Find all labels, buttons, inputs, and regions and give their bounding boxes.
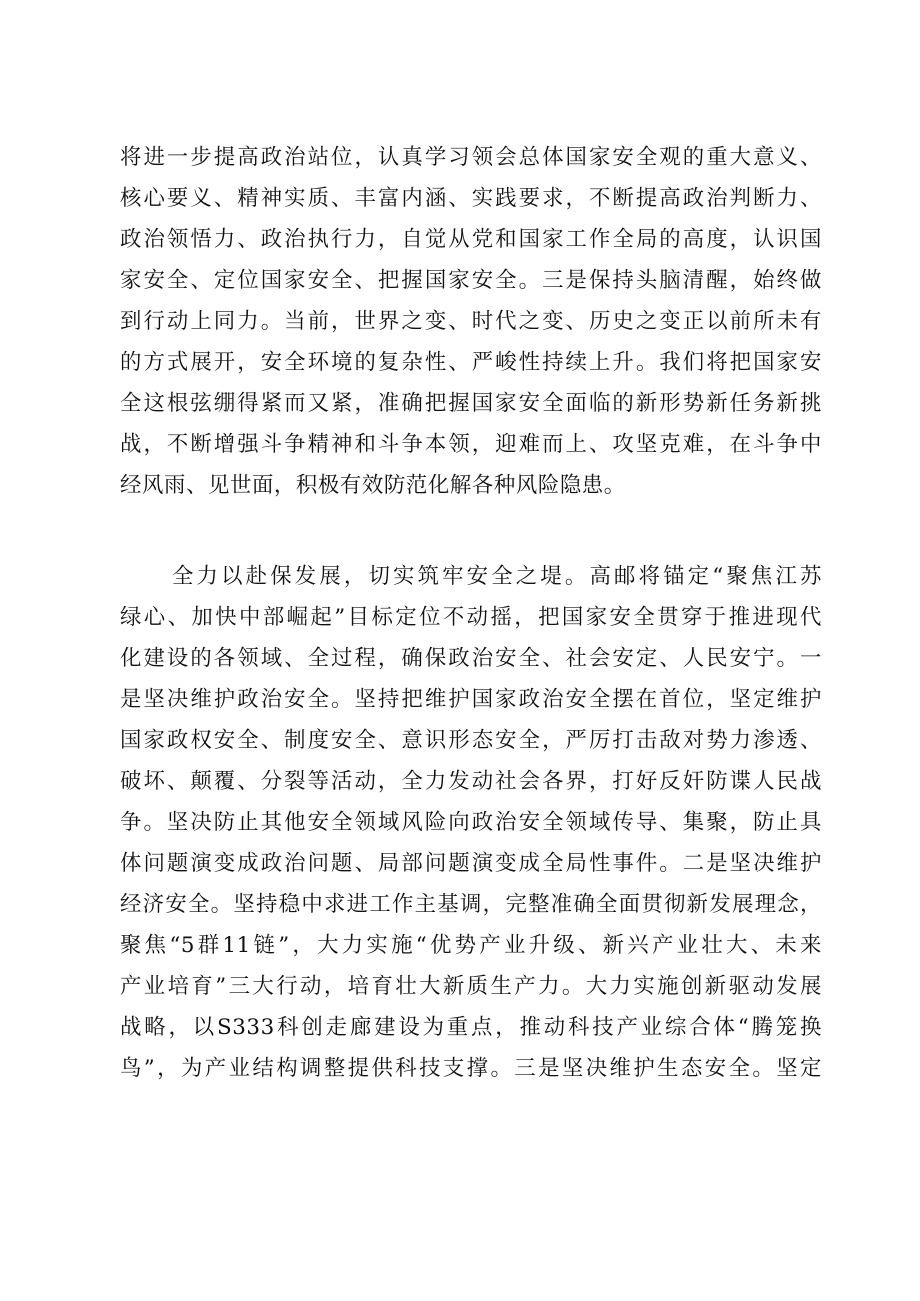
text-line: 全这根弦绷得紧而又紧，准确把握国家安全面临的新形势新任务新挑 [120,391,822,416]
paragraph-1 [120,137,822,506]
text-line: 国家政权安全、制度安全、意识形态安全，严厉打击敌对势力渗透、 [120,728,822,753]
paragraph-2 [120,556,822,1089]
text-line: 是坚决维护政治安全。坚持把维护国家政治安全摆在首位，坚定维护 [120,687,822,712]
text-line: 经风雨、见世面，积极有效防范化解各种风险隐患。 [120,473,626,498]
text-line: 核心要义、精神实质、丰富内涵、实践要求，不断提高政治判断力、 [120,186,822,211]
text-line: 产业培育”三大行动，培育壮大新质生产力。大力实施创新驱动发展 [120,974,822,999]
text-line: 鸟”，为产业结构调整提供科技支撑。三是坚决维护生态安全。坚定 [120,1056,822,1081]
text-line: 到行动上同力。当前，世界之变、时代之变、历史之变正以前所未有 [120,309,822,334]
text-line: 的方式展开，安全环境的复杂性、严峻性持续上升。我们将把国家安 [120,350,822,375]
text-line: 战，不断增强斗争精神和斗争本领，迎难而上、攻坚克难，在斗争中 [120,432,822,457]
text-line: 争。坚决防止其他安全领域风险向政治安全领域传导、集聚，防止具 [120,810,822,835]
text-line: 绿心、加快中部崛起”目标定位不动摇，把国家安全贯穿于推进现代 [120,605,822,630]
text-line: 化建设的各领域、全过程，确保政治安全、社会安定、人民安宁。一 [120,646,822,671]
text-line: 聚焦“5群11链”，大力实施“优势产业升级、新兴产业壮大、未来 [120,933,822,958]
text-line: 体问题演变成政治问题、局部问题演变成全局性事件。二是坚决维护 [120,851,822,876]
text-line: 经济安全。坚持稳中求进工作主基调，完整准确全面贯彻新发展理念， [120,892,822,917]
text-line: 政治领悟力、政治执行力，自觉从党和国家工作全局的高度，认识国 [120,227,822,252]
text-line: 战略，以S333科创走廊建设为重点，推动科技产业综合体“腾笼换 [120,1015,822,1040]
text-line: 家安全、定位国家安全、把握国家安全。三是保持头脑清醒，始终做 [120,268,822,293]
text-line: 将进一步提高政治站位，认真学习领会总体国家安全观的重大意义、 [120,145,822,170]
text-line: 破坏、颠覆、分裂等活动，全力发动社会各界，打好反奸防谍人民战 [120,769,822,794]
text-line-first: 全力以赴保发展，切实筑牢安全之堤。高邮将锚定“聚焦江苏 [172,564,822,589]
